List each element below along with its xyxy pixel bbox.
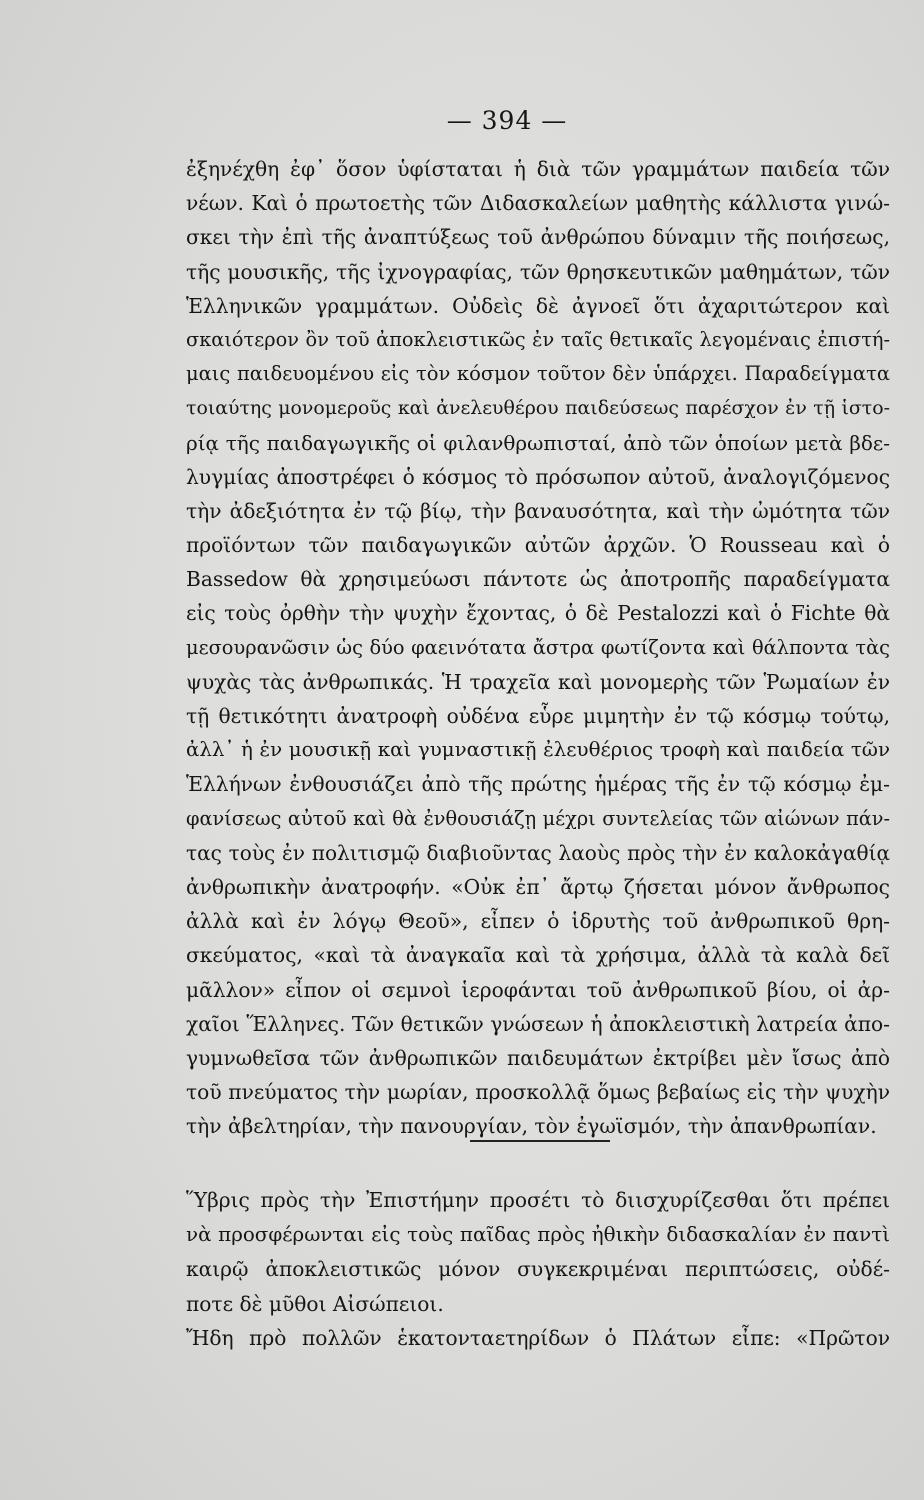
text-line: φανίσεως αὐτοῦ καὶ θὰ ἐνθουσιάζῃ μέχρι συντελείας τῶν αἰώνων πάν- bbox=[186, 806, 890, 830]
text-line: ἀλλ᾽ ἡ ἐν μουσικῇ καὶ γυμναστικῇ ἐλευθέριος τροφὴ καὶ παιδεία τῶν bbox=[186, 738, 890, 762]
footnote-line: ποτε δὲ μῦθοι Αἰσώπειοι. bbox=[186, 1291, 444, 1316]
text-line: τοῦ πνεύματος τὴν μωρίαν, προσκολλᾷ ὅμως βεβαίως εἰς τὴν ψυχὴν bbox=[186, 1080, 890, 1105]
section-divider bbox=[470, 1140, 610, 1142]
text-line: τῆς μουσικῆς, τῆς ἰχνογραφίας, τῶν θρησκευτικῶν μαθημάτων, τῶν bbox=[186, 259, 890, 284]
page-number: — 394 — bbox=[446, 106, 568, 135]
text-line: μεσουρανῶσιν ὡς δύο φαεινότατα ἄστρα φωτίζοντα καὶ θάλποντα τὰς bbox=[186, 635, 890, 659]
text-line: Ἑλλήνων ἐνθουσιάζει ἀπὸ τῆς πρώτης ἡμέρας τῆς ἐν τῷ κόσμῳ ἐμ- bbox=[186, 772, 890, 797]
text-line: εἰς τοὺς ὀρθὴν τὴν ψυχὴν ἔχοντας, ὁ δὲ Pestalozzi καὶ ὁ Fichte θὰ bbox=[186, 601, 890, 626]
text-line: χαῖοι Ἕλληνες. Τῶν θετικῶν γνώσεων ἡ ἀποκλειστικὴ λατρεία ἀπο- bbox=[186, 1011, 890, 1036]
text-line: τὴν ἀδεξιότητα ἐν τῷ βίῳ, τὴν βαναυσότητα, καὶ τὴν ὠμότητα τῶν bbox=[186, 498, 890, 523]
text-line: ἀνθρωπικὴν ἀνατροφήν. «Οὐκ ἐπ᾽ ἄρτῳ ζήσεται μόνον ἄνθρωπος bbox=[186, 874, 890, 899]
footnote-line: νὰ προσφέρωνται εἰς τοὺς παῖδας πρὸς ἠθικὴν διδασκαλίαν ἐν παντὶ bbox=[186, 1222, 890, 1246]
footnote-line: Ὕβρις πρὸς τὴν Ἐπιστήμην προσέτι τὸ διισχυρίζεσθαι ὅτι πρέπει bbox=[186, 1188, 890, 1212]
text-line: Bassedow θὰ χρησιμεύωσι πάντοτε ὡς ἀποτροπῆς παραδείγματα bbox=[186, 567, 890, 592]
footnote-line: Ἤδη πρὸ πολλῶν ἑκατονταετηρίδων ὁ Πλάτων εἶπε: «Πρῶτον bbox=[186, 1326, 890, 1351]
text-line: τῇ θετικότητι ἀνατροφὴ οὐδένα εὗρε μιμητὴν ἐν τῷ κόσμῳ τούτῳ, bbox=[186, 704, 890, 728]
text-line: τας τοὺς ἐν πολιτισμῷ διαβιοῦντας λαοὺς πρὸς τὴν ἐν καλοκἀγαθίᾳ bbox=[186, 840, 890, 865]
text-line: σκεύματος, «καὶ τὰ ἀναγκαῖα καὶ τὰ χρήσιμα, ἀλλὰ τὰ καλὰ δεῖ bbox=[186, 943, 890, 968]
text-line: τὴν ἀβελτηρίαν, τὴν πανουργίαν, τὸν ἐγωϊσμόν, τὴν ἀπανθρωπίαν. bbox=[186, 1114, 877, 1139]
text-line: ρίᾳ τῆς παιδαγωγικῆς οἱ φιλανθρωπισταί, ἀπὸ τῶν ὁποίων μετὰ βδε- bbox=[186, 430, 890, 455]
text-line: ψυχὰς τὰς ἀνθρωπικάς. Ἡ τραχεῖα καὶ μονομερὴς τῶν Ῥωμαίων ἐν bbox=[186, 669, 890, 694]
text-line: σκει τὴν ἐπὶ τῆς ἀναπτύξεως τοῦ ἀνθρώπου δύναμιν τῆς ποιήσεως, bbox=[186, 225, 890, 250]
footnote-line: καιρῷ ἀποκλειστικῶς μόνον συγκεκριμέναι περιπτώσεις, οὐδέ- bbox=[186, 1257, 890, 1282]
text-line: Ἑλληνικῶν γραμμάτων. Οὐδεὶς δὲ ἀγνοεῖ ὅτι ἀχαριτώτερον καὶ bbox=[186, 293, 890, 318]
text-line: λυγμίας ἀποστρέφει ὁ κόσμος τὸ πρόσωπον αὐτοῦ, ἀναλογιζόμενος bbox=[186, 464, 890, 489]
text-line: ἐξηνέχθη ἐφ᾽ ὅσον ὑφίσταται ἡ διὰ τῶν γραμμάτων παιδεία τῶν bbox=[186, 157, 890, 181]
text-line: μᾶλλον» εἶπον οἱ σεμνοὶ ἱεροφάνται τοῦ ἀνθρωπικοῦ βίου, οἱ ἀρ- bbox=[186, 977, 890, 1002]
text-line: γυμνωθεῖσα τῶν ἀνθρωπικῶν παιδευμάτων ἐκτρίβει μὲν ἴσως ἀπὸ bbox=[186, 1045, 890, 1070]
footnote-block bbox=[186, 1183, 890, 1356]
text-line: τοιαύτης μονομεροῦς καὶ ἀνελευθέρου παιδεύσεως παρέσχον ἐν τῇ ἱστο- bbox=[186, 397, 890, 420]
text-line: μαις παιδευομένου εἰς τὸν κόσμον τοῦτον δὲν ὑπάρχει. Παραδείγματα bbox=[186, 362, 890, 386]
main-text-block bbox=[186, 152, 890, 1143]
text-line: σκαιότερον ὂν τοῦ ἀποκλειστικῶς ἐν ταῖς θετικαῖς λεγομέναις ἐπιστή- bbox=[186, 327, 890, 351]
text-line: ἀλλὰ καὶ ἐν λόγῳ Θεοῦ», εἶπεν ὁ ἱδρυτὴς τοῦ ἀνθρωπικοῦ θρη- bbox=[186, 909, 890, 934]
text-line: νέων. Καὶ ὁ πρωτοετὴς τῶν Διδασκαλείων μαθητὴς κάλλιστα γινώ- bbox=[186, 191, 890, 216]
text-line: προϊόντων τῶν παιδαγωγικῶν αὐτῶν ἀρχῶν. Ὁ Rousseau καὶ ὁ bbox=[186, 533, 890, 558]
